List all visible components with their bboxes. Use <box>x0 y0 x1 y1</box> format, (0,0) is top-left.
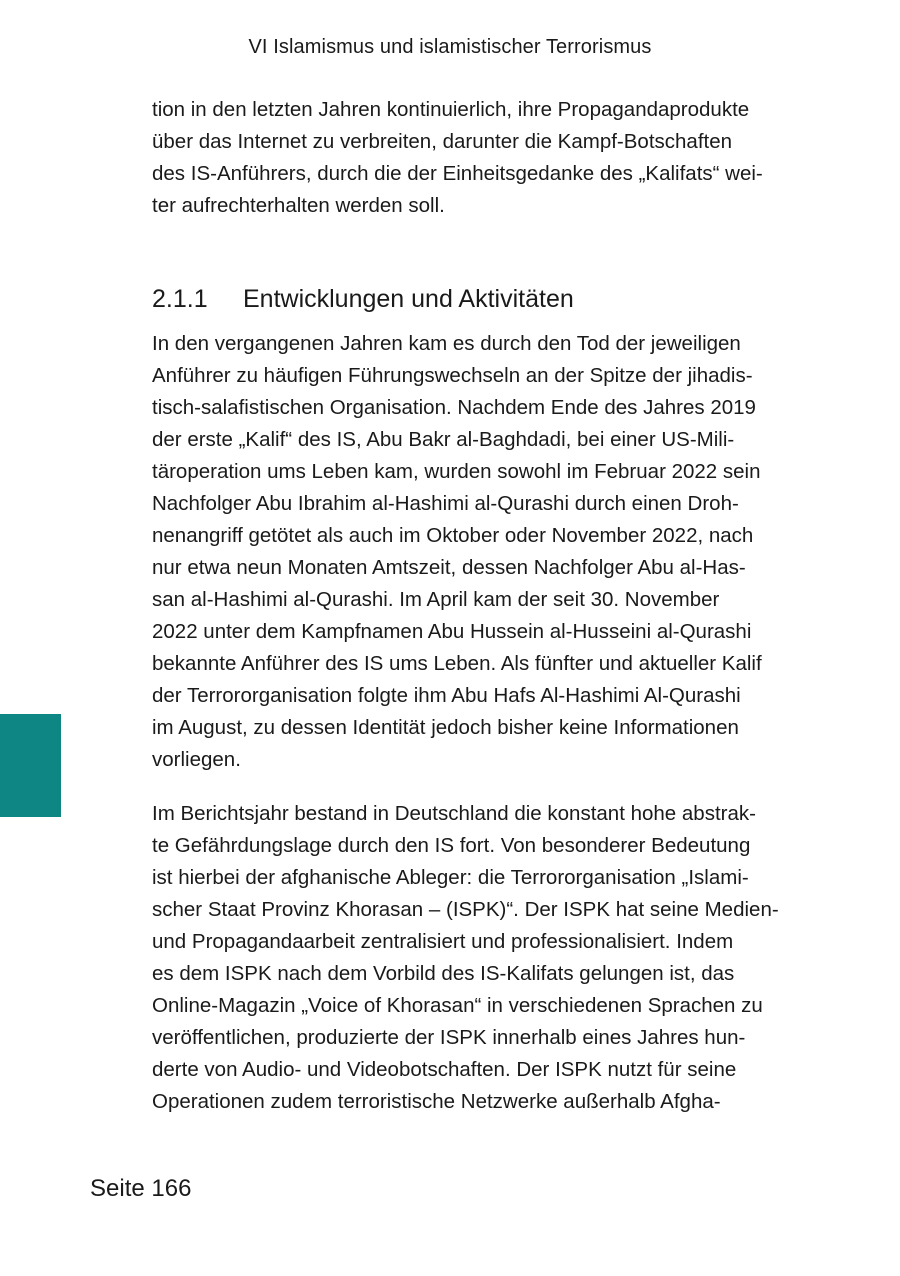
text-line: scher Staat Provinz Khorasan – (ISPK)“. Der ISPK hat seine Medien- <box>152 898 779 921</box>
text-line: vorliegen. <box>152 748 241 771</box>
chapter-side-tab <box>0 714 61 817</box>
paragraph-gap <box>152 776 807 798</box>
text-line: bekannte Anführer des IS ums Leben. Als fünfter und aktueller Kalif <box>152 652 762 675</box>
text-line: Operationen zudem terroristische Netzwerke außerhalb Afgha- <box>152 1090 721 1113</box>
text-line: ter aufrechterhalten werden soll. <box>152 194 445 217</box>
running-header: VI Islamismus und islamistischer Terrorismus <box>248 36 652 58</box>
page-body <box>152 94 807 1118</box>
text-line: Im Berichtsjahr bestand in Deutschland die konstant hohe abstrak- <box>152 802 756 825</box>
text-line: des IS-Anführers, durch die der Einheitsgedanke des „Kalifats“ wei- <box>152 162 763 185</box>
text-line: es dem ISPK nach dem Vorbild des IS-Kalifats gelungen ist, das <box>152 962 735 985</box>
paragraph-2 <box>152 798 807 1118</box>
text-line: und Propagandaarbeit zentralisiert und professionalisiert. Indem <box>152 930 734 953</box>
text-line: derte von Audio- und Videobotschaften. Der ISPK nutzt für seine <box>152 1058 737 1081</box>
text-line: In den vergangenen Jahren kam es durch den Tod der jeweiligen <box>152 332 741 355</box>
text-line: der Terrororganisation folgte ihm Abu Hafs Al-Hashimi Al-Qurashi <box>152 684 741 707</box>
intro-paragraph <box>152 94 807 222</box>
section-number: 2.1.1 <box>152 285 208 313</box>
text-line: Nachfolger Abu Ibrahim al-Hashimi al-Qurashi durch einen Droh- <box>152 492 739 515</box>
page-number: Seite 166 <box>90 1175 192 1202</box>
text-line: te Gefährdungslage durch den IS fort. Von besonderer Bedeutung <box>152 834 751 857</box>
text-line: über das Internet zu verbreiten, darunter die Kampf-Botschaften <box>152 130 733 153</box>
text-line: Anführer zu häufigen Führungswechseln an der Spitze der jihadis- <box>152 364 753 387</box>
text-line: ist hierbei der afghanische Ableger: die Terrororganisation „Islami- <box>152 866 749 889</box>
text-line: 2022 unter dem Kampfnamen Abu Hussein al-Husseini al-Qurashi <box>152 620 752 643</box>
text-line: nur etwa neun Monaten Amtszeit, dessen Nachfolger Abu al-Has- <box>152 556 746 579</box>
text-line: nenangriff getötet als auch im Oktober oder November 2022, nach <box>152 524 754 547</box>
text-line: san al-Hashimi al-Qurashi. Im April kam der seit 30. November <box>152 588 720 611</box>
section-heading <box>152 282 807 316</box>
text-line: der erste „Kalif“ des IS, Abu Bakr al-Baghdadi, bei einer US-Mili- <box>152 428 735 451</box>
text-line: im August, zu dessen Identität jedoch bisher keine Informationen <box>152 716 739 739</box>
text-line: veröffentlichen, produzierte der ISPK innerhalb eines Jahres hun- <box>152 1026 746 1049</box>
paragraph-1 <box>152 328 807 776</box>
text-line: Online-Magazin „Voice of Khorasan“ in verschiedenen Sprachen zu <box>152 994 763 1017</box>
text-line: tisch-salafistischen Organisation. Nachdem Ende des Jahres 2019 <box>152 396 756 419</box>
text-line: tion in den letzten Jahren kontinuierlich, ihre Propagandaprodukte <box>152 98 750 121</box>
section-title: Entwicklungen und Aktivitäten <box>243 285 574 313</box>
text-line: täroperation ums Leben kam, wurden sowohl im Februar 2022 sein <box>152 460 761 483</box>
